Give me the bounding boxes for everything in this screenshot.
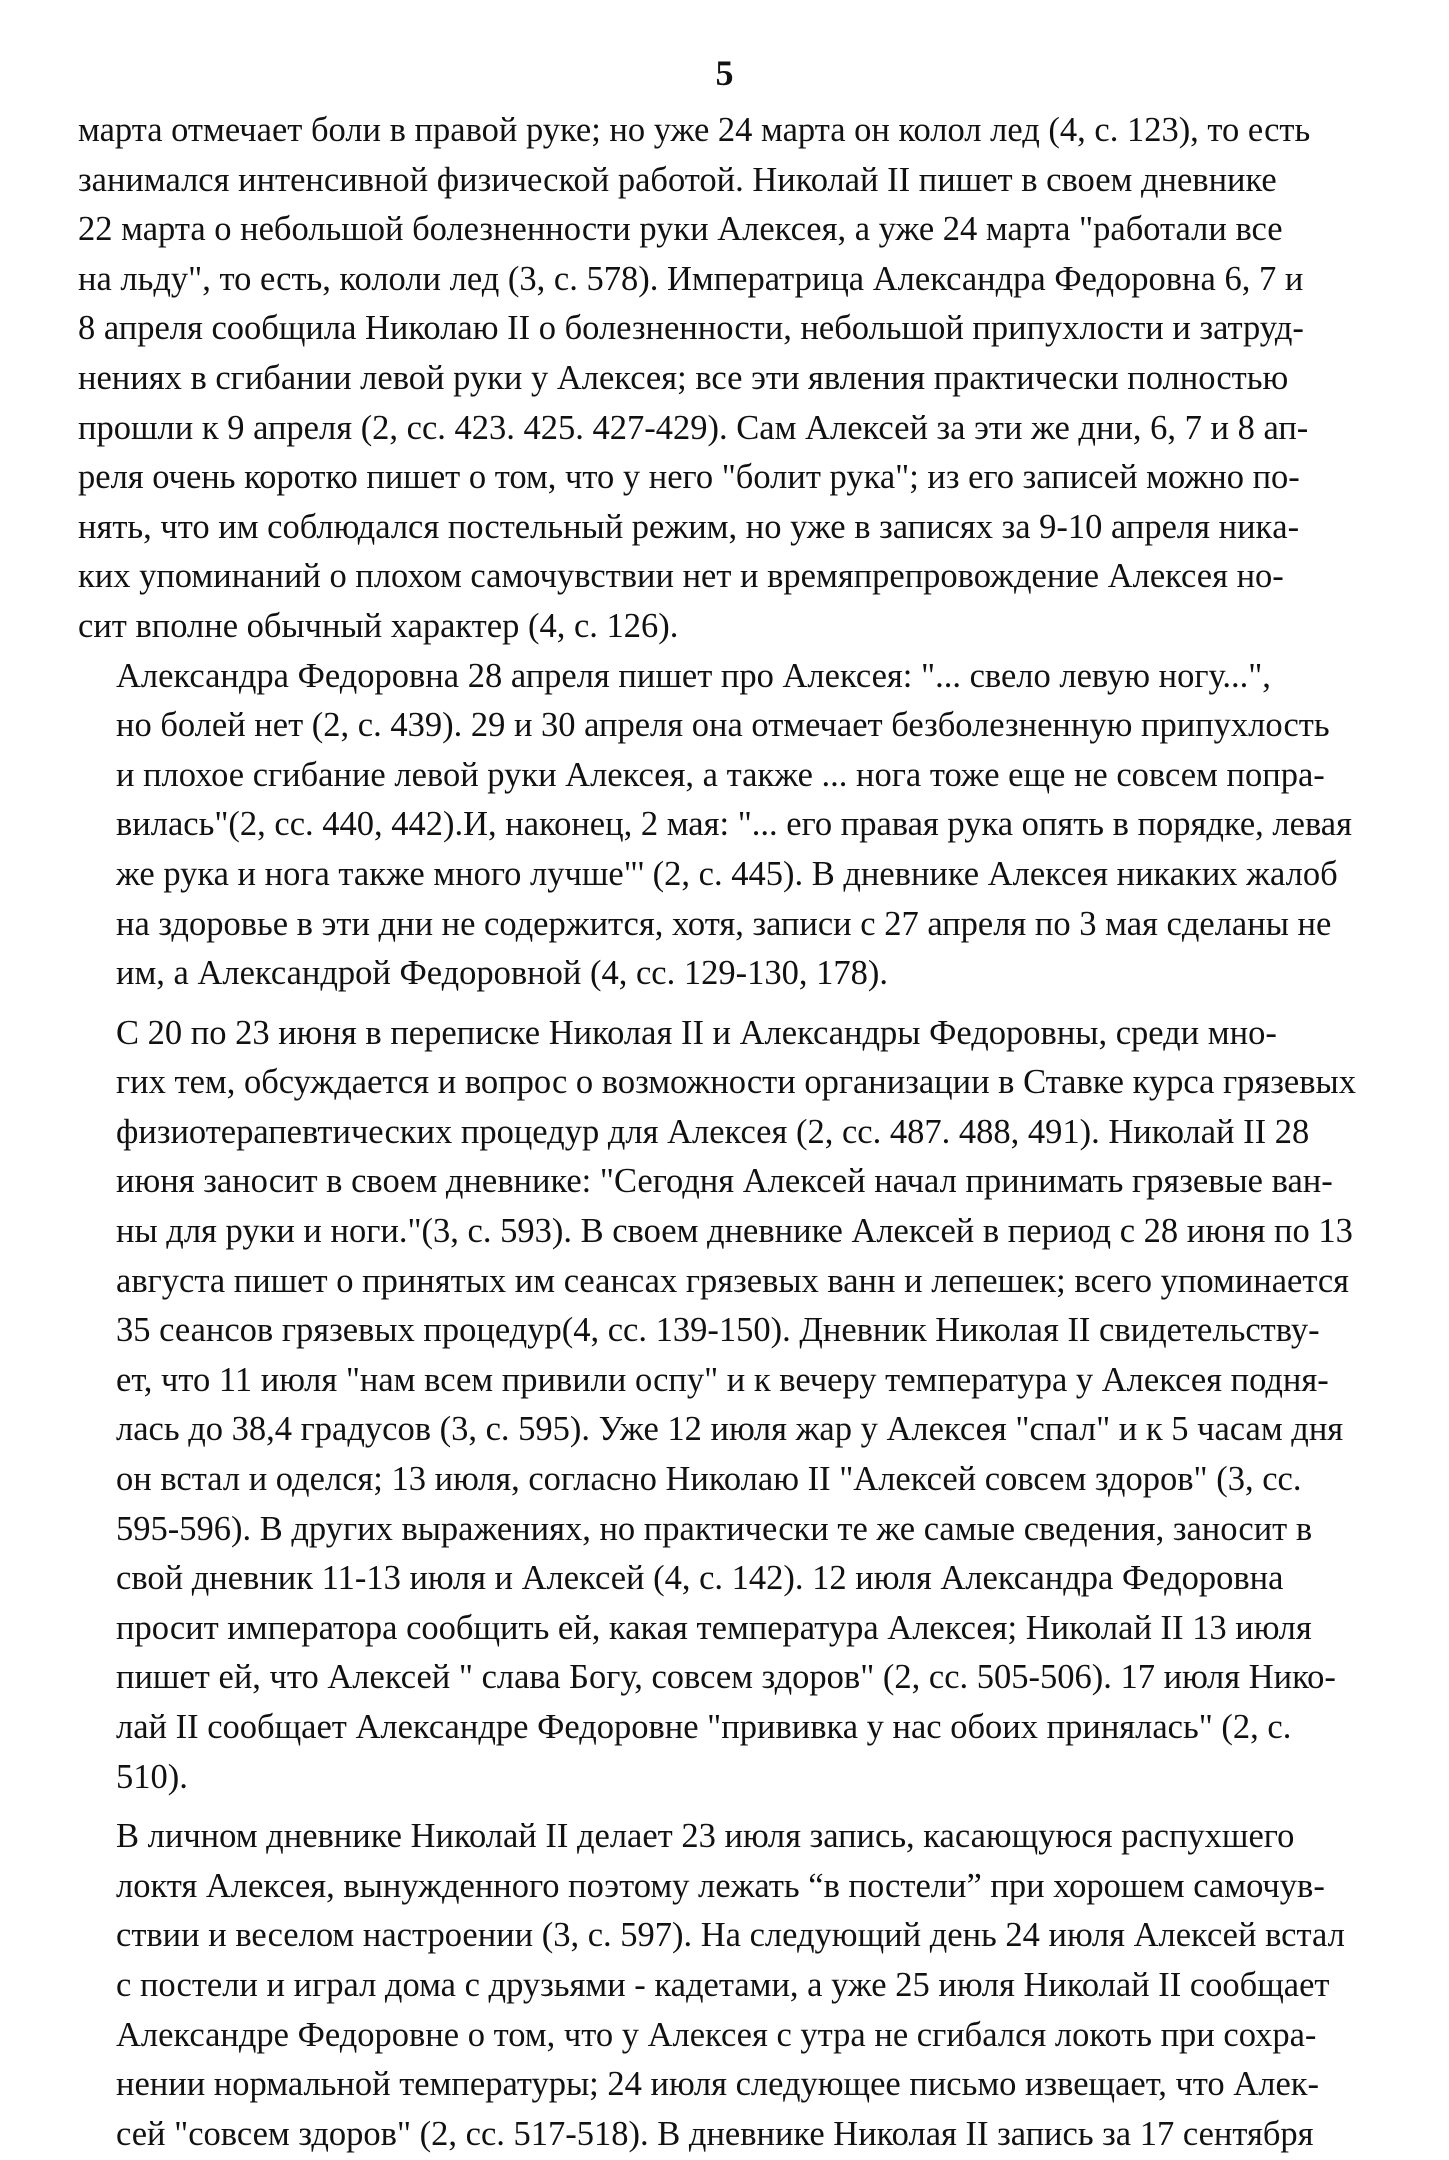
text-line: реля очень коротко пишет о том, что у него "болит рука"; из его записей можно по- [78, 458, 1300, 497]
text-line: прошли к 9 апреля (2, сс. 423. 425. 427-429). Сам Алексей за эти же дни, 6, 7 и 8 ап- [78, 408, 1309, 447]
text-line: физиотерапевтических процедур для Алексея (2, сс. 487. 488, 491). Николай II 28 [116, 1112, 1310, 1151]
text-line: 595-596). В других выражениях, но практически те же самые сведения, заносит в [116, 1509, 1313, 1548]
page-number: 5 [715, 53, 734, 93]
text-line: занимался интенсивной физической работой. Николай II пишет в своем дневнике [78, 160, 1277, 199]
text-line: ких упоминаний о плохом самочувствии нет и времяпрепровождение Алексея но- [78, 557, 1284, 596]
text-line: сей "совсем здоров" (2, сс. 517-518). В дневнике Николая II запись за 17 сентября [116, 2114, 1314, 2153]
text-line: ет, что 11 июля "нам всем привили оспу" и к вечеру температура у Алексея подня- [116, 1360, 1329, 1399]
text-line: локтя Алексея, вынужденного поэтому лежать “в постели” при хорошем самочув- [116, 1866, 1325, 1905]
text-line: 22 марта о небольшой болезненности руки Алексея, а уже 24 марта "работали все [78, 210, 1283, 249]
text-line: на льду", то есть, кололи лед (3, с. 578). Императрица Александра Федоровна 6, 7 и [78, 259, 1304, 298]
text-line: Александра Федоровна 28 апреля пишет про Алексея: "... свело левую ногу...", [116, 656, 1271, 695]
text-line: 35 сеансов грязевых процедур(4, сс. 139-150). Дневник Николая II свидетельству- [116, 1311, 1320, 1350]
text-line: гих тем, обсуждается и вопрос о возможности организации в Ставке курса грязевых [116, 1063, 1356, 1102]
text-line: нениях в сгибании левой руки у Алексея; все эти явления практически полностью [78, 358, 1289, 397]
text-line: С 20 по 23 июня в переписке Николая II и Александры Федоровны, среди мно- [116, 1013, 1277, 1052]
text-line: сит вполне обычный характер (4, с. 126). [78, 606, 679, 645]
text-line: нять, что им соблюдался постельный режим, но уже в записях за 9-10 апреля никa- [78, 507, 1300, 546]
text-line: и плохое сгибание левой руки Алексея, а также ... нога тоже еще не совсем попра- [116, 755, 1325, 794]
text-line: свой дневник 11-13 июля и Алексей (4, с. 142). 12 июля Александра Федоровна [116, 1559, 1284, 1598]
text-line: марта отмечает боли в правой руке; но уже 24 марта он колол лед (4, с. 123), то есть [78, 111, 1311, 149]
text-line: 8 апреля сообщила Николаю II о болезненности, небольшой припухлости и затруд- [78, 309, 1304, 348]
body-text [78, 106, 1388, 2159]
text-line: вилась"(2, сс. 440, 442).И, наконец, 2 мая: "... его правая рука опять в порядке, левая [116, 805, 1352, 844]
paragraph-2 [78, 652, 1388, 999]
text-line: пишет ей, что Алексей " слава Богу, совсем здоров" (2, сс. 505-506). 17 июля Нико- [116, 1658, 1336, 1697]
paragraph-3 [78, 1009, 1388, 1803]
text-line: просит императора сообщить ей, какая температура Алексея; Николай II 13 июля [116, 1608, 1312, 1647]
paragraph-1 [78, 106, 1388, 652]
text-line: на здоровье в эти дни не содержится, хотя, записи с 27 апреля по 3 мая сделаны не [116, 904, 1332, 943]
text-line: ны для руки и ноги."(3, с. 593). В своем дневнике Алексей в период с 28 июня по 13 [116, 1212, 1353, 1251]
text-line: июня заносит в своем дневнике: "Сегодня Алексей начал принимать грязевые ван- [116, 1162, 1333, 1201]
text-line: нении нормальной температуры; 24 июля следующее письмо извещает, что Алек- [116, 2065, 1320, 2104]
text-line: ствии и веселом настроении (3, с. 597). На следующий день 24 июля Алексей встал [116, 1916, 1345, 1955]
text-line: лай II сообщает Александре Федоровне "прививка у нас обоих принялась" (2, с. [116, 1708, 1292, 1746]
text-line: с постели и играл дома с друзьями - кадетами, а уже 25 июля Николай II сообщает [116, 1965, 1330, 2004]
text-line: же рука и нога также много лучше"' (2, с. 445). В дневнике Алексея никаких жалоб [116, 854, 1338, 893]
paragraph-4 [78, 1812, 1388, 2159]
text-line: лась до 38,4 градусов (3, с. 595). Уже 12 июля жар у Алексея "спал" и к 5 часам дня [116, 1410, 1344, 1449]
text-line: но болей нет (2, с. 439). 29 и 30 апреля она отмечает безболезненную припухлость [116, 706, 1330, 745]
text-line: Александре Федоровне о том, что у Алексея с утра не сгибался локоть при сохра- [116, 2015, 1317, 2054]
text-line: 510). [116, 1757, 188, 1796]
text-line: августа пишет о принятых им сеансах грязевых ванн и лепешек; всего упоминается [116, 1261, 1350, 1300]
text-line: им, а Александрой Федоровной (4, сс. 129-130, 178). [116, 954, 888, 993]
text-line: он встал и оделся; 13 июля, согласно Николаю II "Алексей совсем здоров" (3, сс. [116, 1460, 1302, 1499]
text-line: В личном дневнике Николай II делает 23 июля запись, касающуюся распухшего [116, 1817, 1295, 1856]
